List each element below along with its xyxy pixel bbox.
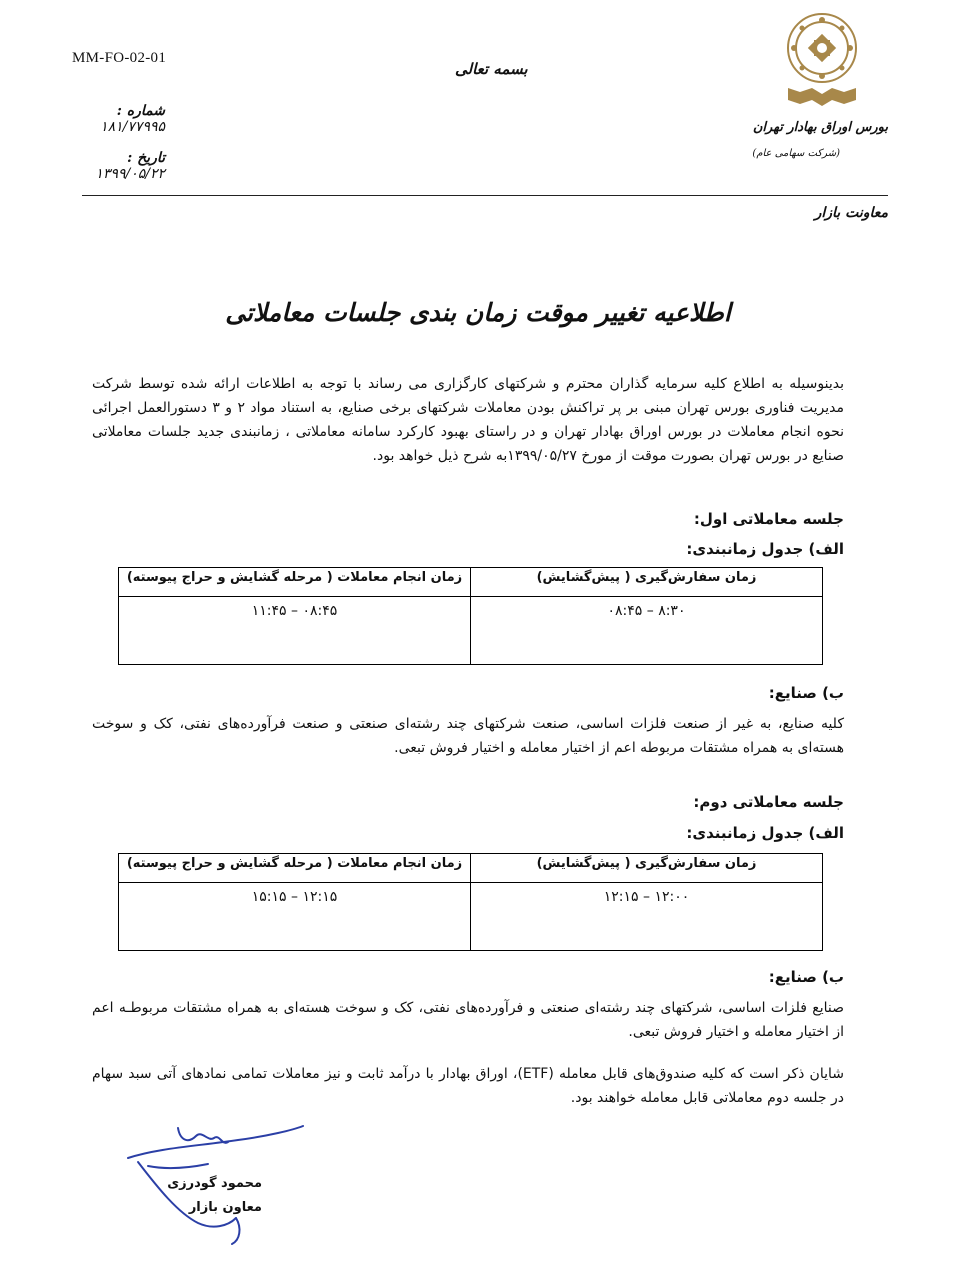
organization-name: بورس اوراق بهادار تهران — [752, 120, 888, 135]
exchange-logo — [778, 8, 866, 120]
session1-schedule-heading: الف) جدول زمانبندی: — [686, 540, 844, 558]
intro-paragraph: بدینوسیله به اطلاع کلیه سرمایه گذاران محترم و شرکتهای کارگزاری می رساند با توجه به اطلاعات ارائه شده توسط شرکت مدیریت فناوری بورس تهران مبنی بر پر تراکنش بودن معاملات شرکتهای برخی صنایع، به استناد مواد ۲ و ۳ دستورالعمل اجرائی نحوه انجام معاملات در بورس اوراق بهادار تهران و در راستای بهبود کارکرد سامانه معاملاتی ، زمانبندی جدید جلسات معاملاتی صنایع در بورس تهران بصورت موقت از مورخ ۱۳۹۹/۰۵/۲۷به شرح ذیل خواهد بود. — [92, 376, 844, 464]
session2-heading: جلسه معاملاتی دوم: — [693, 793, 844, 811]
session1-schedule-table — [118, 567, 823, 665]
session1-industries-text: کلیه صنایع، به غیر از صنعت فلزات اساسی، صنعت شرکتهای چند رشته‌ای صنعتی و صنعت فرآورده‌های نفتی، کک و سوخت هسته‌ای به همراه مشتقات مربوطه اعم از اختیار معامله و اختیار فروش تبعی. — [92, 716, 844, 756]
letter-date — [70, 150, 165, 182]
form-code: MM-FO-02-01 — [72, 50, 167, 66]
letter-number-label: شماره : — [116, 103, 165, 119]
signatory-name: محمود گودرزی — [167, 1176, 262, 1191]
document-title: اطلاعیه تغییر موقت زمان بندی جلسات معاملاتی — [225, 298, 731, 327]
session1-heading: جلسه معاملاتی اول: — [693, 510, 844, 528]
col-order-time: زمان سفارش‌گیری ( پیش‌گشایش) — [471, 568, 823, 597]
letter-date-value: ۱۳۹۹/۰۵/۲۲ — [95, 166, 165, 182]
signatory-block — [150, 1172, 262, 1220]
organization-subtitle: (شرکت سهامی عام) — [752, 148, 840, 159]
header-divider — [82, 195, 888, 196]
etf-note: شایان ذکر است که کلیه صندوق‌های قابل معامله (ETF)، اوراق بهادار با درآمد ثابت و نیز معاملات تمامی نمادهای آتی سبد سهام در جلسه دوم معاملاتی قابل معامله خواهند بود. — [92, 1066, 844, 1106]
basmala: بسمه تعالی — [455, 60, 528, 78]
trade-time-value: ۱۱:۴۵ – ۰۸:۴۵ — [119, 597, 471, 665]
department: معاونت بازار — [814, 205, 888, 221]
table-row — [119, 597, 823, 665]
trade-time-value: ۱۵:۱۵ – ۱۲:۱۵ — [119, 883, 471, 951]
table-row — [119, 883, 823, 951]
session2-industries-text: صنایع فلزات اساسی، شرکتهای چند رشته‌ای صنعتی و فرآورده‌های نفتی، کک و سوخت هسته‌ای به همراه مشتقات مربوطـه اعم از اختیار معامله و اختیار فروش تبعی. — [92, 1000, 844, 1040]
order-time-value: ۰۸:۴۵ – ۸:۳۰ — [471, 597, 823, 665]
col-trade-time: زمان انجام معاملات ( مرحله گشایش و حراج پیوسته) — [119, 854, 471, 883]
table-header-row — [119, 854, 823, 883]
session2-schedule-heading: الف) جدول زمانبندی: — [686, 824, 844, 842]
signatory-position: معاون بازار — [188, 1200, 262, 1215]
table-header-row — [119, 568, 823, 597]
col-order-time: زمان سفارش‌گیری ( پیش‌گشایش) — [471, 854, 823, 883]
session2-industries-heading: ب) صنایع: — [768, 968, 844, 986]
session2-schedule-table — [118, 853, 823, 951]
letter-number-value: ۱۸۱/۷۷۹۹۵ — [100, 119, 165, 135]
letter-number — [70, 103, 165, 135]
col-trade-time: زمان انجام معاملات ( مرحله گشایش و حراج پیوسته) — [119, 568, 471, 597]
order-time-value: ۱۲:۱۵ – ۱۲:۰۰ — [471, 883, 823, 951]
session1-industries-heading: ب) صنایع: — [768, 684, 844, 702]
letter-date-label: تاریخ : — [127, 150, 165, 166]
